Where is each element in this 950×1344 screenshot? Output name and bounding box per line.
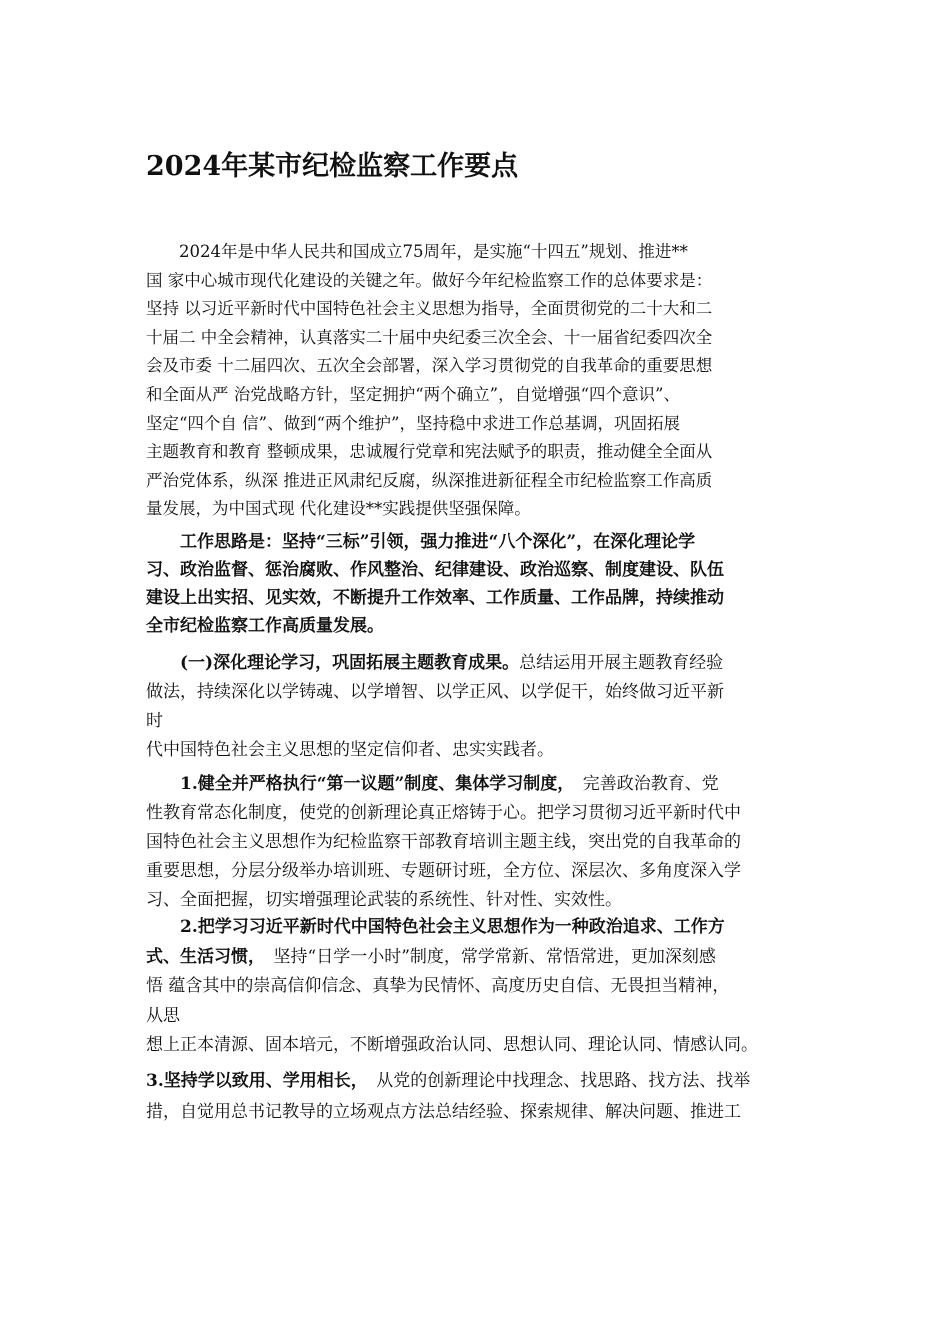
paragraph-line — [146, 943, 806, 973]
section-1-paragraph — [146, 649, 806, 765]
work-thought-paragraph — [146, 528, 806, 640]
paragraph-line: 工作思路是：坚持“三标”引领，强力推进“八个深化”，在深化理论学 — [146, 532, 696, 552]
paragraph-line: 习、政治监督、惩治腐败、作风整治、纪律建设、政治巡察、制度建设、队伍 — [146, 560, 724, 580]
paragraph-line: 坚定“四个自 信”、做到“两个维护”，坚持稳中求进工作总基调，巩固拓展 — [146, 413, 680, 433]
paragraph-line — [146, 1066, 806, 1097]
paragraph-line: 代中国特色社会主义思想的坚定信仰者、忠实实践者。 — [146, 740, 554, 760]
point-1-paragraph — [146, 770, 806, 915]
point-heading: 3.坚持学以致用、学用相长， — [146, 1071, 360, 1091]
point-text: 坚持“日学一小时”制度，常学常新、常悟常进，更加深刻感 — [256, 946, 716, 967]
paragraph-line: 2024年是中华人民共和国成立75周年，是实施“十四五”规划、推进** — [146, 242, 688, 261]
paragraph-line: 时 — [146, 711, 163, 731]
paragraph-line: 做法，持续深化以学铸魂、以学增智、以学正风、以学促干，始终做习近平新 — [146, 682, 724, 702]
intro-paragraph — [146, 238, 806, 524]
point-2-paragraph — [146, 913, 806, 1061]
point-3-paragraph — [146, 1066, 806, 1128]
paragraph-line: 量发展，为中国式现 代化建设**实践提供坚强保障。 — [146, 499, 531, 519]
paragraph-line: 国特色社会主义思想作为纪检监察干部教育培训主题主线，突出党的自我革命的 — [146, 832, 741, 852]
section-text: 总结运用开展主题教育经验 — [519, 653, 724, 673]
paragraph-line: 全市纪检监察工作高质量发展。 — [146, 616, 384, 636]
paragraph-line: 严治党体系，纵深 推进正风肃纪反腐，纵深推进新征程全市纪检监察工作高质 — [146, 470, 713, 490]
document-title: 2024年某市纪检监察工作要点 — [146, 151, 519, 182]
paragraph-line — [146, 649, 806, 678]
paragraph-line: 重要思想，分层分级举办培训班、专题研讨班，全方位、深层次、多角度深入学 — [146, 861, 741, 881]
section-heading: (一)深化理论学习，巩固拓展主题教育成果。 — [146, 653, 520, 673]
paragraph-line: 坚持 以习近平新时代中国特色社会主义思想为指导，全面贯彻党的二十大和二 — [146, 299, 713, 319]
point-heading: 2.把学习习近平新时代中国特色社会主义思想作为一种政治追求、工作方 — [146, 917, 725, 937]
paragraph-line: 主题教育和教育 整顿成果，忠诚履行党章和宪法赋予的职责，推动健全全面从 — [146, 442, 713, 462]
paragraph-line: 建设上出实招、见实效，不断提升工作效率、工作质量、工作品牌，持续推动 — [146, 588, 724, 608]
point-text: 从党的创新理论中找理念、找思路、找方法、找举 — [359, 1071, 751, 1091]
paragraph-line: 和全面从严 治党战略方针，坚定拥护“两个确立”，自觉增强“四个意识”、 — [146, 384, 680, 404]
paragraph-line: 悟 蕴含其中的崇高信仰信念、真挚为民情怀、高度历史自信、无畏担当精神， — [146, 976, 730, 996]
paragraph-line — [146, 770, 806, 799]
paragraph-line: 从思 — [146, 1005, 180, 1026]
point-text: 完善政治教育、党 — [565, 774, 719, 794]
paragraph-line: 十届二 中全会精神，认真落实二十届中央纪委三次全会、十一届省纪委四次全 — [146, 327, 713, 347]
point-heading-cont: 式、生活习惯， — [146, 946, 257, 967]
paragraph-line: 措，自觉用总书记教导的立场观点方法总结经验、探索规律、解决问题、推进工 — [146, 1102, 741, 1122]
paragraph-line: 国 家中心城市现代化建设的关键之年。做好今年纪检监察工作的总体要求是： — [146, 270, 713, 290]
point-heading: 1.健全并严格执行“第一议题”制度、集体学习制度， — [146, 774, 566, 794]
paragraph-line: 想上正本清源、固本培元，不断增强政治认同、思想认同、理论认同、情感认同。 — [146, 1035, 758, 1055]
paragraph-line: 性教育常态化制度，使党的创新理论真正熔铸于心。把学习贯彻习近平新时代中 — [146, 803, 741, 823]
paragraph-line: 习、全面把握，切实增强理论武装的系统性、针对性、实效性。 — [146, 890, 622, 910]
paragraph-line: 会及市委 十二届四次、五次全会部署，深入学习贯彻党的自我革命的重要思想 — [146, 356, 713, 376]
